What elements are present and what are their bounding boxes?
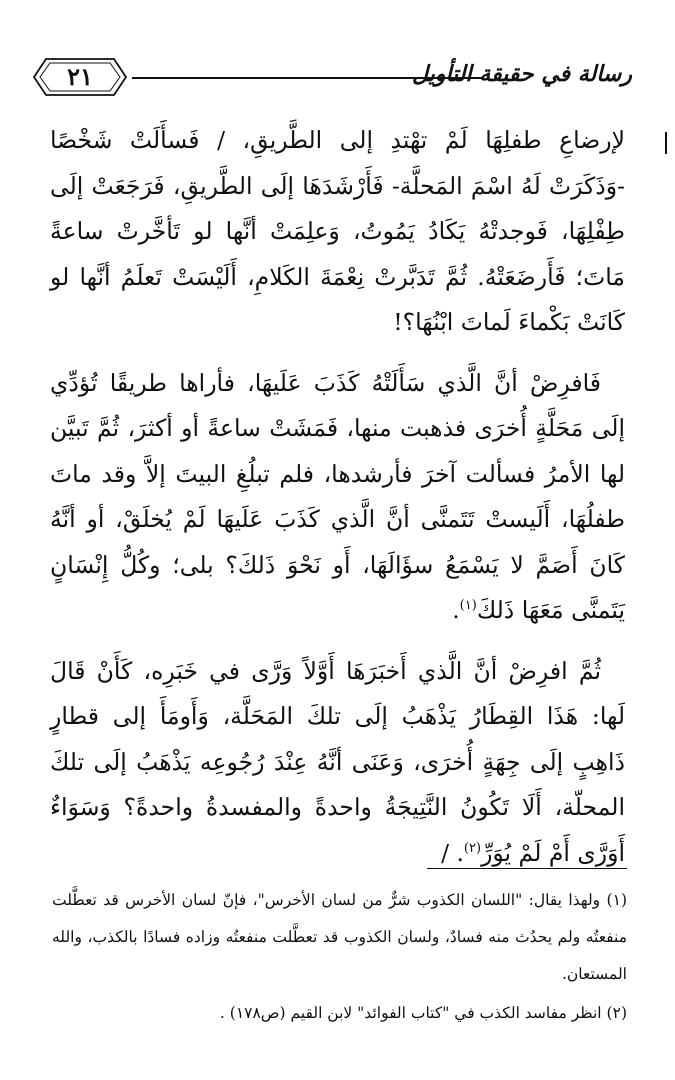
- footnote-ref-2[interactable]: (٢): [463, 840, 482, 856]
- footnote-2: [52, 995, 627, 1032]
- paragraph-period: .: [452, 596, 460, 624]
- paragraph-text: ثُمَّ افرِضْ أنَّ الَّذي أَخبَرَهَا أَوَّلاً وَرَّى في خَبَرِه، كَأَنْ قَالَ لَها: هَذَا القِطَارُ يَذْهَبُ إلَى تلكَ المَحَلَّة، وَأَومَأَ إلى قطارٍ ذَاهِبٍ إلَى جِهَةٍ أُخرَى، وَعَنَى أنَّهُ عِنْدَ رُجُوعِه يَذْهَبُ إلَى تلكَ المحلّة، أَلَا تَكُونُ النَّتِيجَةُ واحدةً والمفسدةُ واحدةً؟ وَسَوَاءٌ أَوَرَّى أَمْ لَمْ يُوَرِّ: [50, 656, 625, 867]
- closing-mark: . /: [441, 838, 464, 867]
- footnote-text: ولهذا يقال: "اللسان الكذوب شرٌّ من لسان الأخرس"، فإنّ لسان الأخرس قد تعطَّلت منفعتُه ولم يحدُث منه فسادٌ، ولسان الكذوب قد تعطَّلت منفعتُه وزاده فسادًا بالكذب، والله المستعان.: [52, 891, 627, 983]
- margin-page-break-mark: [665, 132, 667, 154]
- main-text: [50, 118, 625, 891]
- footnote-marker: (١): [606, 891, 627, 909]
- paragraph-text: لإرضاعِ طفلِهَا لَمْ تهْتدِ إلى الطَّريقِ، / فَسأَلَتْ شَخْصًا -وَذَكَرَتْ لَهُ اسْمَ المَحلَّة- فَأَرْشَدَهَا إلَى الطَّريقِ، فَرَجَعَتْ إلَى طِفْلِهَا، فَوجدتْهُ يَكَادُ يَمُوتُ، وَعلِمَتْ أنَّها لو تَأخَّرتْ ساعةً مَاتَ؛ فَأَرضَعَتْهُ. ثُمَّ تَدَبَّرتْ نِعْمَةَ الكَلامِ، أَلَيْسَتْ تَعلَمُ أنَّها لو كَانَتْ بَكْماءَ لَماتَ ابْنُهَا؟!: [50, 126, 625, 336]
- footnotes: [52, 882, 627, 1034]
- page-number-ornament: [32, 55, 128, 99]
- footnote-marker: (٢): [606, 1004, 627, 1022]
- footnote-text: انظر مفاسد الكذب في "كتاب الفوائد" لابن القيم (ص١٧٨) .: [219, 1004, 602, 1022]
- book-title: رسالة في حقيقة التأويل: [412, 61, 632, 87]
- page-number: ٢١: [67, 62, 93, 91]
- footnote-separator: [427, 868, 627, 869]
- paragraph-text: فَافرِضْ أنَّ الَّذي سَأَلَتْهُ كَذَبَ عَلَيهَا، فأراها طريقًا تُؤدِّي إلَى مَحَلَّةٍ أُخرَى فذهبت منها، فَمَشَتْ ساعةً أو أكثرَ، ثُمَّ تَبيَّن لها الأمرُ فسألت آخرَ فأرشدها، فلم تبلُغِ البيتَ إلاَّ وقد ماتَ طفلُهَا، أَلَيستْ تَتَمنَّى أنَّ الَّذي كَذَبَ عَلَيهَا لَمْ يُخلَقْ، أو أنَّهُ كَانَ أَصَمَّ لا يَسْمَعُ سؤَالَهَا، أَو نَحْوَ ذَلكَ؟ بلى؛ وكُلُّ إِنْسَانٍ يَتَمنَّى مَعَهَا ذَلكَ: [50, 368, 625, 624]
- running-header: [32, 55, 632, 99]
- paragraph-2: [50, 361, 625, 634]
- paragraph-3: [50, 649, 625, 877]
- footnote-ref-1[interactable]: (١): [459, 598, 477, 614]
- header-rule: [132, 77, 482, 79]
- footnote-1: [52, 882, 627, 993]
- paragraph-1: [50, 118, 625, 346]
